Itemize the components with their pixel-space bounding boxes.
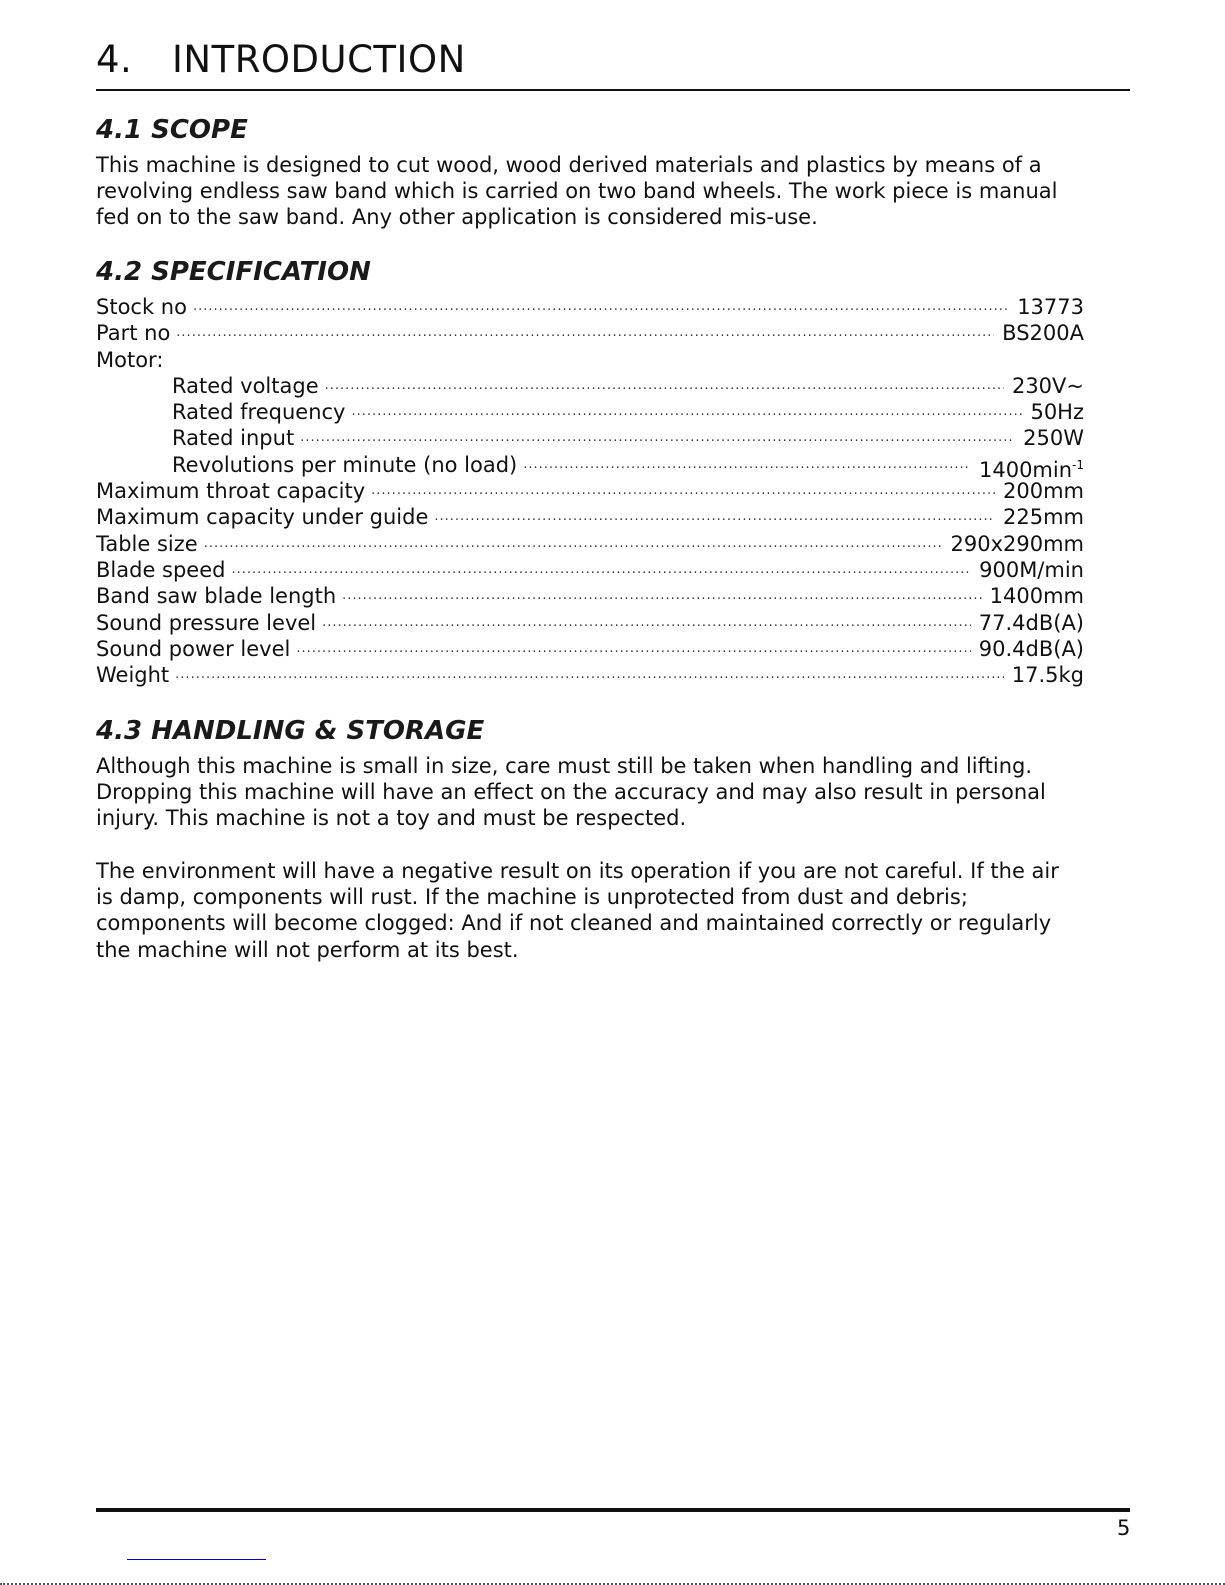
- spec-value: [1003, 504, 1084, 530]
- handling-paragraph-1: [96, 753, 1046, 832]
- spec-value-text: 230V~: [1011, 373, 1084, 398]
- spec-label: Band saw blade length: [96, 584, 337, 609]
- dot-leader: [175, 662, 1004, 688]
- spec-value: [1017, 294, 1084, 320]
- text-line: fed on to the saw band. Any other application is considered mis-use.: [96, 205, 818, 230]
- spec-row: [96, 531, 1084, 557]
- spec-row: [96, 662, 1084, 688]
- spec-row: [96, 636, 1084, 662]
- chapter-title: INTRODUCTION: [172, 38, 466, 81]
- spec-label: Weight: [96, 663, 170, 688]
- spec-value-text: 1400min: [978, 457, 1073, 482]
- spec-row: [96, 504, 1084, 530]
- spec-row: [96, 347, 1084, 373]
- spec-value-text: 1400mm: [989, 584, 1084, 609]
- dot-leader: [434, 504, 995, 530]
- spec-value: [950, 531, 1084, 557]
- spec-value-text: 225mm: [1003, 505, 1084, 530]
- spec-label: Sound pressure level: [96, 610, 317, 635]
- dot-leader: [193, 294, 1009, 320]
- spec-value: [1002, 320, 1084, 346]
- spec-row: [96, 320, 1084, 346]
- spec-value: [1030, 399, 1084, 425]
- spec-value-superscript: -1: [1072, 457, 1084, 472]
- spec-row: [96, 399, 1084, 425]
- text-line: revolving endless saw band which is carried on two band wheels. The work piece is manual: [96, 179, 1058, 204]
- spec-value-text: 900M/min: [979, 557, 1084, 582]
- spec-value-text: 77.4dB(A): [978, 610, 1084, 635]
- spec-row: [96, 452, 1084, 482]
- text-line: Although this machine is small in size, care must still be taken when handling and lifting.: [96, 754, 1033, 778]
- text-line: the machine will not perform at its best.: [96, 937, 519, 962]
- spec-label: Rated voltage: [172, 373, 319, 398]
- header-rule: [96, 89, 1130, 91]
- section-heading-handling: 4.3 HANDLING & STORAGE: [96, 716, 485, 746]
- spec-label: Stock no: [96, 295, 187, 319]
- chapter-heading: [96, 38, 466, 81]
- dot-leader: [325, 373, 1004, 399]
- handling-paragraph-2: [96, 858, 1059, 963]
- dot-leader: [523, 452, 971, 478]
- spec-label: Maximum capacity under guide: [96, 505, 429, 530]
- spec-value: [978, 452, 1084, 482]
- dot-leader: [231, 557, 971, 583]
- section-heading-specification: 4.2 SPECIFICATION: [96, 257, 371, 287]
- spec-row: [96, 557, 1084, 583]
- spec-row: [96, 294, 1084, 320]
- spec-value-text: 13773: [1017, 295, 1084, 319]
- spec-label: Motor:: [96, 347, 164, 372]
- spec-value-text: 200mm: [1003, 479, 1084, 504]
- spec-row: [96, 583, 1084, 609]
- dot-leader: [176, 320, 994, 346]
- spec-label: Rated frequency: [172, 400, 346, 425]
- spec-label: Blade speed: [96, 557, 226, 582]
- dot-leader: [371, 478, 995, 504]
- spec-label: Table size: [96, 531, 198, 556]
- text-line: components will become clogged: And if not cleaned and maintained correctly or regularly: [96, 911, 1052, 936]
- spec-value-text: 17.5kg: [1011, 663, 1084, 688]
- scope-paragraph: [96, 152, 1057, 231]
- spec-value: [979, 610, 1084, 636]
- text-line: injury. This machine is not a toy and must be respected.: [96, 806, 687, 831]
- spec-value-text: 50Hz: [1030, 400, 1084, 425]
- spec-row: [96, 610, 1084, 636]
- spec-row: [96, 478, 1084, 504]
- dot-leader: [322, 610, 971, 636]
- spec-label: Maximum throat capacity: [96, 479, 366, 504]
- section-heading-scope: 4.1 SCOPE: [96, 115, 248, 145]
- page-number: 5: [1117, 1516, 1131, 1540]
- spec-value: [1012, 662, 1084, 688]
- spec-value-text: 90.4dB(A): [978, 636, 1084, 661]
- text-line: This machine is designed to cut wood, wood derived materials and plastics by means of a: [96, 153, 1042, 177]
- spec-label: Sound power level: [96, 636, 291, 661]
- spec-label: Revolutions per minute (no load): [172, 452, 518, 477]
- spec-value-text: 250W: [1023, 426, 1084, 451]
- text-line: is damp, components will rust. If the machine is unprotected from dust and debris;: [96, 885, 968, 910]
- dot-leader: [296, 636, 970, 662]
- dot-leader: [204, 531, 943, 557]
- spec-value: [1012, 373, 1084, 399]
- spec-row: [96, 425, 1084, 451]
- dot-leader: [352, 399, 1023, 425]
- spec-value: [1023, 425, 1084, 451]
- spec-value: [979, 636, 1084, 662]
- spec-value: [1003, 478, 1084, 504]
- footer-rule: [96, 1508, 1130, 1512]
- spec-label: Rated input: [172, 426, 295, 451]
- specification-list: [96, 294, 1084, 688]
- spec-value: [979, 557, 1084, 583]
- chapter-number: 4.: [96, 38, 133, 81]
- dot-leader: [342, 583, 981, 609]
- text-line: The environment will have a negative result on its operation if you are not careful. If the air: [96, 859, 1059, 883]
- spec-label: Part no: [96, 321, 171, 346]
- text-line: Dropping this machine will have an effect on the accuracy and may also result in personal: [96, 780, 1046, 805]
- dot-leader: [300, 425, 1015, 451]
- spec-value: [990, 583, 1084, 609]
- spec-row: [96, 373, 1084, 399]
- spec-value-text: 290x290mm: [950, 531, 1084, 556]
- link-underline: [127, 1559, 266, 1560]
- spec-value-text: BS200A: [1002, 321, 1084, 346]
